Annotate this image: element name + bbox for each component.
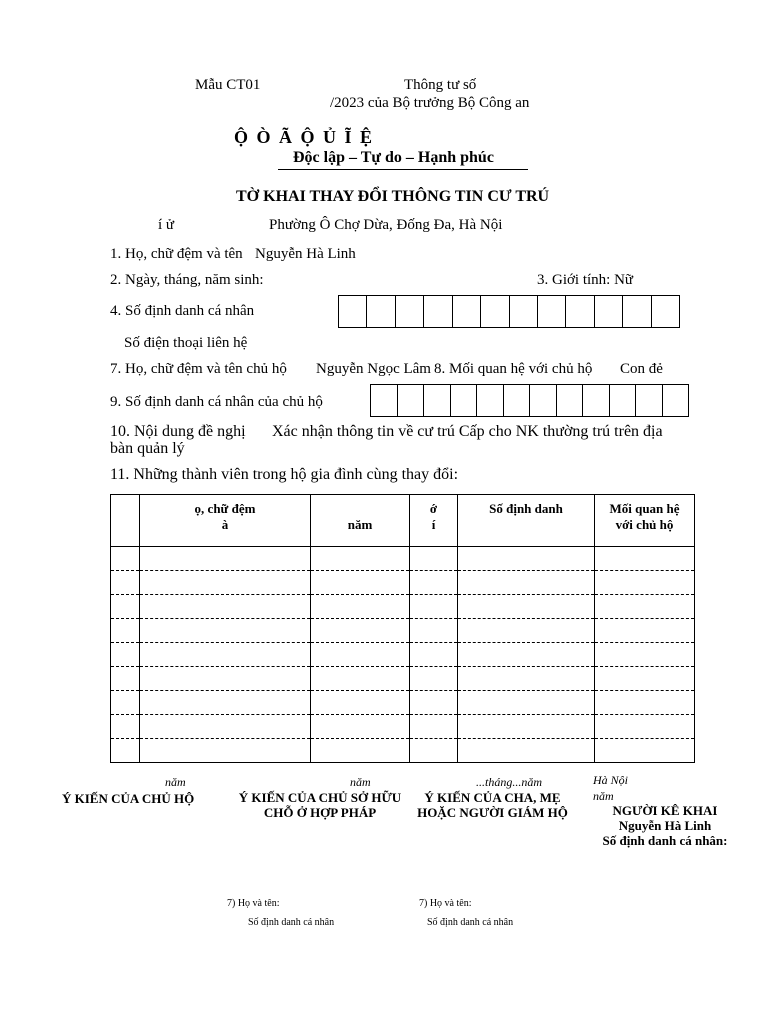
field-4-label: 4. Số định danh cá nhân (110, 303, 255, 319)
field-2-label: 2. Ngày, tháng, năm sinh: (110, 272, 264, 288)
header-cell-gender: ớ í (410, 495, 458, 547)
nation-heading: Ộ Ò Ã Ộ Ủ Ĩ Ệ (234, 127, 375, 147)
table-cell[interactable] (140, 715, 311, 739)
footnote-2-id: Số định danh cá nhân (427, 917, 514, 928)
motto: Độc lập – Tự do – Hạnh phúc (293, 149, 494, 166)
field-10-label: 10. Nội dung đề nghị (110, 423, 246, 440)
table-cell[interactable] (140, 547, 311, 571)
motto-underline (278, 169, 528, 170)
sign-date-3: ...tháng...năm (476, 775, 542, 789)
table-cell[interactable] (458, 739, 595, 763)
field-10-value-line-2: bàn quản lý (110, 440, 185, 457)
table-cell[interactable] (140, 643, 311, 667)
table-cell[interactable] (410, 715, 458, 739)
table-cell[interactable] (140, 667, 311, 691)
header-cell-id: Số định danh (458, 495, 595, 547)
table-cell[interactable] (111, 667, 140, 691)
table-cell[interactable] (410, 643, 458, 667)
table-cell[interactable] (410, 667, 458, 691)
table-row (111, 715, 695, 739)
field-1-label: 1. Họ, chữ đệm và tên (110, 246, 243, 262)
table-cell[interactable] (311, 643, 410, 667)
table-cell[interactable] (111, 547, 140, 571)
table-cell[interactable] (410, 691, 458, 715)
table-cell[interactable] (595, 667, 695, 691)
table-cell[interactable] (410, 739, 458, 763)
table-cell[interactable] (140, 691, 311, 715)
table-cell[interactable] (311, 595, 410, 619)
declarant-name: Nguyễn Hà Linh (618, 818, 712, 833)
table-cell[interactable] (311, 715, 410, 739)
table-cell[interactable] (140, 595, 311, 619)
table-cell[interactable] (458, 691, 595, 715)
members-table (110, 494, 695, 763)
field-9-label: 9. Số định danh cá nhân của chủ hộ (110, 394, 323, 410)
table-cell[interactable] (595, 643, 695, 667)
sign-date-1: năm (165, 775, 186, 789)
table-row (111, 571, 695, 595)
table-row (111, 643, 695, 667)
table-cell[interactable] (311, 571, 410, 595)
table-cell[interactable] (311, 619, 410, 643)
field-10-value-line-1: Xác nhận thông tin về cư trú Cấp cho NK thường trú trên địa (272, 423, 663, 440)
table-cell[interactable] (111, 739, 140, 763)
footnote-1-id: Số định danh cá nhân (248, 917, 335, 928)
table-row (111, 619, 695, 643)
field-7-value: Nguyễn Ngọc Lâm (316, 361, 431, 377)
table-row (111, 595, 695, 619)
header-cell-name: ọ, chữ đệm à (140, 495, 311, 547)
form-title: TỜ KHAI THAY ĐỔI THÔNG TIN CƯ TRÚ (236, 188, 550, 205)
table-row (111, 547, 695, 571)
recipient-value: Phường Ô Chợ Dừa, Đống Đa, Hà Nội (269, 217, 503, 233)
table-cell[interactable] (595, 691, 695, 715)
field-8-label: 8. Mối quan hệ với chủ hộ (434, 361, 593, 377)
table-row (111, 739, 695, 763)
table-cell[interactable] (111, 619, 140, 643)
table-cell[interactable] (140, 619, 311, 643)
table-cell[interactable] (458, 571, 595, 595)
signer-declarant-block (590, 803, 740, 848)
table-cell[interactable] (111, 715, 140, 739)
form-code: Mẫu CT01 (195, 77, 261, 93)
header-cell-dob: năm (311, 495, 410, 547)
table-cell[interactable] (458, 667, 595, 691)
footnote-2-name: 7) Họ và tên: (419, 898, 472, 909)
table-cell[interactable] (458, 619, 595, 643)
table-cell[interactable] (410, 619, 458, 643)
sign-date-4-line-1: Hà Nội (593, 773, 629, 787)
table-cell[interactable] (458, 643, 595, 667)
table-cell[interactable] (458, 547, 595, 571)
circular-line-1: Thông tư số (404, 77, 477, 93)
table-cell[interactable] (410, 547, 458, 571)
table-cell[interactable] (410, 595, 458, 619)
footnote-1-name: 7) Họ và tên: (227, 898, 280, 909)
signer-owner-title: Ý KIẾN CỦA CHỦ SỞ HỮU CHỖ Ở HỢP PHÁP (238, 790, 402, 820)
table-cell[interactable] (311, 547, 410, 571)
sign-date-2: năm (350, 775, 371, 789)
table-cell[interactable] (140, 571, 311, 595)
table-cell[interactable] (595, 571, 695, 595)
personal-id-boxes[interactable] (338, 295, 680, 328)
table-cell[interactable] (458, 715, 595, 739)
table-cell[interactable] (311, 691, 410, 715)
table-cell[interactable] (111, 643, 140, 667)
recipient-prefix: í ử (158, 217, 175, 233)
table-header-row (111, 495, 695, 547)
circular-line-2: /2023 của Bộ trưởng Bộ Công an (330, 95, 530, 111)
table-cell[interactable] (595, 595, 695, 619)
table-cell[interactable] (595, 547, 695, 571)
table-cell[interactable] (111, 691, 140, 715)
table-cell[interactable] (595, 739, 695, 763)
table-cell[interactable] (410, 571, 458, 595)
table-cell[interactable] (111, 595, 140, 619)
table-cell[interactable] (458, 595, 595, 619)
phone-label: Số điện thoại liên hệ (124, 335, 248, 351)
table-cell[interactable] (595, 715, 695, 739)
table-cell[interactable] (311, 739, 410, 763)
sign-date-4-line-2: năm (593, 789, 614, 803)
field-1-value: Nguyễn Hà Linh (255, 246, 356, 262)
table-row (111, 691, 695, 715)
field-11-label: 11. Những thành viên trong hộ gia đình cùng thay đổi: (110, 466, 459, 483)
table-row (111, 667, 695, 691)
table-cell[interactable] (111, 571, 140, 595)
field-7-label: 7. Họ, chữ đệm và tên chủ hộ (110, 361, 287, 377)
header-cell-relationship: Mối quan hệ với chủ hộ (595, 495, 695, 547)
declarant-title: NGƯỜI KÊ KHAI (612, 803, 718, 818)
header-cell-no (111, 495, 140, 547)
table-cell[interactable] (595, 619, 695, 643)
signer-householder-title: Ý KIẾN CỦA CHỦ HỘ (62, 791, 195, 806)
declarant-id-label: Số định danh cá nhân: (602, 833, 728, 848)
table-cell[interactable] (311, 667, 410, 691)
field-3-gender: 3. Giới tính: Nữ (537, 272, 634, 288)
field-8-value: Con đẻ (620, 361, 663, 377)
signer-guardian-title: Ý KIẾN CỦA CHA, MẸ HOẶC NGƯỜI GIÁM HỘ (417, 790, 568, 820)
table-cell[interactable] (140, 739, 311, 763)
householder-id-boxes[interactable] (370, 384, 689, 417)
